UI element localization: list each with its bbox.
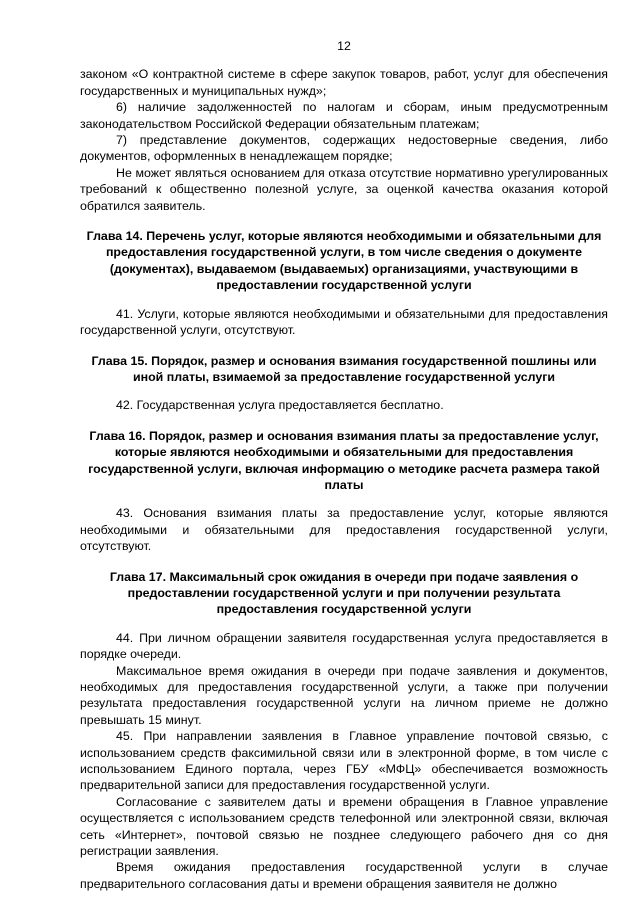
paragraph: 6) наличие задолженностей по налогам и сборам, иным предусмотренным законодательством Российской Федерации обязательным платежам; (80, 100, 608, 131)
paragraph: законом «О контрактной системе в сфере закупок товаров, работ, услуг для обеспечения государственных и муниципальных нужд»; (80, 67, 608, 98)
paragraph: 45. При направлении заявления в Главное управление почтовой связью, с использованием средств факсимильной связи или в электронной форме, в том числе с использованием Единого портала, через ГБУ «МФЦ» обеспечивается возможность предварительной записи для предоставления государственной услуги. (80, 729, 608, 793)
paragraph: 42. Государственная услуга предоставляется бесплатно. (116, 398, 444, 413)
paragraph: 7) представление документов, содержащих недостоверные сведения, либо документов, оформленных в ненадлежащем порядке; (80, 133, 608, 164)
paragraph: Не может являться основанием для отказа отсутствие нормативно урегулированных требований к общественно полезной услуге, за оценкой качества оказания которой обратился заявитель. (80, 165, 608, 213)
document-page (80, 38, 608, 892)
paragraph: Максимальное время ожидания в очереди при подаче заявления и документов, необходимых для предоставления государственной услуги, а также при получении результата предоставления государственной услуги на личном приеме не должно превышать 15 минут. (80, 663, 608, 727)
page-number: 12 (337, 39, 351, 53)
chapter-16-heading: Глава 16. Порядок, размер и основания взимания платы за предоставление услуг, которые являются необходимыми и обязательными для предоставления государственной услуги, включая информацию о методике расчета размера такой платы (88, 428, 600, 492)
paragraph: 43. Основания взимания платы за предоставление услуг, которые являются необходимыми и обязательными для предоставления государственной услуги, отсутствуют. (80, 506, 608, 554)
paragraph: 44. При личном обращении заявителя государственная услуга предоставляется в порядке очереди. (80, 630, 608, 662)
paragraph: 41. Услуги, которые являются необходимыми и обязательными для предоставления государственной услуги, отсутствуют. (80, 306, 608, 338)
chapter-15-heading: Глава 15. Порядок, размер и основания взимания государственной пошлины или иной платы, взимаемой за предоставление государственной услуги (91, 353, 597, 384)
chapter-14-heading: Глава 14. Перечень услуг, которые являются необходимыми и обязательными для предоставления государственной услуги, в том числе сведения о документе (документах), выдаваемом (выдаваемых) организациями, участвующими в предоставлении государственной услуги (86, 229, 602, 293)
chapter-17-heading: Глава 17. Максимальный срок ожидания в очереди при подаче заявления о предоставлении государственной услуги и при получении результата предоставления государственной услуги (109, 569, 579, 617)
paragraph: Согласование с заявителем даты и времени обращения в Главное управление осуществляется с использованием средств телефонной или электронной связи, включая сеть «Интернет», почтовой связью не позднее следующего рабочего дня со дня регистрации заявления. (80, 794, 608, 859)
paragraph: Время ожидания предоставления государственной услуги в случае предварительного согласования даты и времени обращения заявителя не должно (80, 860, 608, 891)
